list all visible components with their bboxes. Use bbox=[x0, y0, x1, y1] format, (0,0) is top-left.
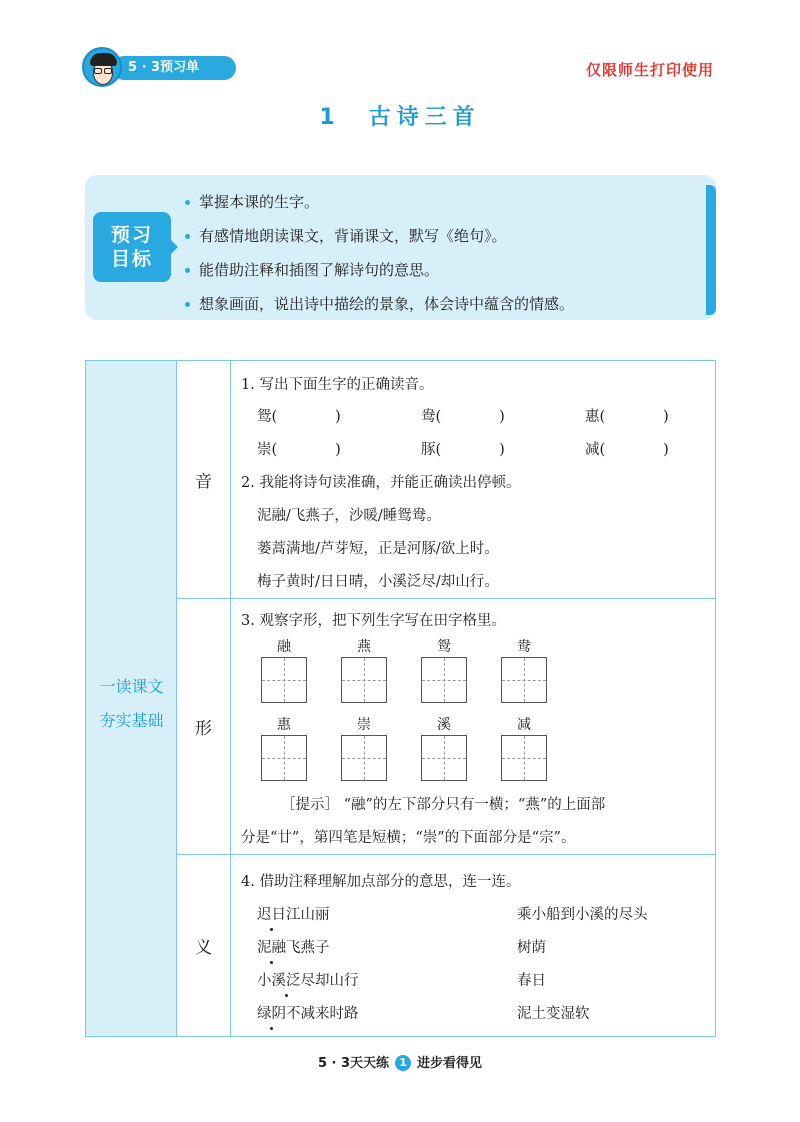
dotted-term: 泥融 bbox=[257, 936, 286, 957]
goals-edge-decoration bbox=[706, 185, 716, 315]
exercise-table bbox=[85, 360, 716, 1037]
match-left-item[interactable]: 小溪泛尽却山行 bbox=[257, 969, 359, 990]
section-shape-label: 形 bbox=[177, 599, 231, 854]
dotted-term: 绿阴 bbox=[257, 1002, 286, 1023]
grid-char: 减 bbox=[517, 717, 531, 733]
question-1: 1. 写出下面生字的正确读音。 bbox=[241, 377, 434, 393]
tianzige-box[interactable] bbox=[341, 735, 387, 781]
tianzige-box[interactable] bbox=[341, 657, 387, 703]
pinyin-blank[interactable]: 惠( ) bbox=[585, 409, 669, 425]
tianzige-box[interactable] bbox=[501, 657, 547, 703]
page-title: 1 古诗三首 bbox=[319, 105, 481, 130]
char-grid-item[interactable] bbox=[341, 715, 387, 781]
poem-line: 梅子黄时/日日晴，小溪泛尽/却山行。 bbox=[257, 574, 499, 590]
pinyin-blank[interactable]: 鸳( ) bbox=[257, 409, 341, 425]
section-meaning-label: 义 bbox=[177, 855, 231, 1036]
mascot-avatar-icon bbox=[82, 47, 122, 87]
grid-char: 燕 bbox=[357, 639, 371, 655]
tianzige-box[interactable] bbox=[501, 735, 547, 781]
pinyin-blank[interactable]: 减( ) bbox=[585, 442, 669, 458]
section-sound bbox=[177, 361, 715, 599]
question-3: 3. 观察字形，把下列生字写在田字格里。 bbox=[241, 613, 506, 629]
tianzige-box[interactable] bbox=[261, 657, 307, 703]
side-column bbox=[86, 361, 177, 1036]
char-grid-item[interactable] bbox=[421, 715, 467, 781]
footer-left: 5 · 3天天练 bbox=[317, 1056, 390, 1071]
grid-char: 融 bbox=[277, 639, 291, 655]
poem-line: 蒌蒿满地/芦芽短，正是河豚/欲上时。 bbox=[257, 541, 499, 557]
question-2: 2. 我能将诗句读准确，并能正确读出停顿。 bbox=[241, 475, 521, 491]
match-right-item[interactable]: 乘小船到小溪的尽头 bbox=[517, 907, 648, 923]
goal-item: 能借助注释和插图了解诗句的意思。 bbox=[185, 253, 574, 287]
char-grid-item[interactable] bbox=[501, 715, 547, 781]
char-grid-item[interactable] bbox=[261, 637, 307, 703]
grid-char: 惠 bbox=[277, 717, 291, 733]
footer-right: 进步看得见 bbox=[417, 1056, 483, 1071]
question-4: 4. 借助注释理解加点部分的意思，连一连。 bbox=[241, 874, 521, 890]
dotted-term: 小溪泛尽 bbox=[257, 969, 315, 990]
match-left-item[interactable]: 泥融飞燕子 bbox=[257, 936, 330, 957]
char-grid-item[interactable] bbox=[421, 637, 467, 703]
grid-char: 崇 bbox=[357, 717, 371, 733]
match-right-item[interactable]: 树荫 bbox=[517, 940, 546, 956]
char-grid-item[interactable] bbox=[501, 637, 547, 703]
match-left-item[interactable]: 绿阴不减来时路 bbox=[257, 1002, 359, 1023]
page-footer bbox=[0, 1052, 800, 1071]
pinyin-blank[interactable]: 崇( ) bbox=[257, 442, 341, 458]
brand-label: 5 · 3预习单 bbox=[112, 56, 236, 80]
goals-badge-line2: 目标 bbox=[110, 248, 153, 270]
section-sound-label: 音 bbox=[177, 361, 231, 598]
print-note: 仅限师生打印使用 bbox=[585, 61, 714, 79]
pinyin-blank[interactable]: 鸯( ) bbox=[421, 409, 505, 425]
page-number-badge: 1 bbox=[395, 1055, 411, 1071]
char-grid-item[interactable] bbox=[341, 637, 387, 703]
pinyin-blank[interactable]: 豚( ) bbox=[421, 442, 505, 458]
poem-line: 泥融/飞燕子，沙暖/睡鸳鸯。 bbox=[257, 508, 441, 524]
dotted-term: 迟日 bbox=[257, 903, 286, 924]
match-left-item[interactable]: 迟日江山丽 bbox=[257, 903, 330, 924]
grid-char: 鸯 bbox=[517, 639, 531, 655]
match-right-item[interactable]: 春日 bbox=[517, 973, 546, 989]
side-label-line1: 一读课文 bbox=[99, 677, 164, 696]
tianzige-box[interactable] bbox=[421, 735, 467, 781]
section-meaning bbox=[177, 855, 715, 1036]
section-shape bbox=[177, 599, 715, 855]
goals-list bbox=[185, 185, 574, 321]
goal-item: 有感情地朗读课文，背诵课文，默写《绝句》。 bbox=[185, 219, 574, 253]
grid-char: 溪 bbox=[437, 717, 451, 733]
goals-badge bbox=[93, 212, 171, 282]
grid-char: 鸳 bbox=[437, 639, 451, 655]
goals-badge-line1: 预习 bbox=[110, 224, 153, 246]
tianzige-box[interactable] bbox=[261, 735, 307, 781]
hint-line: 分是“廿”，第四笔是短横；“崇”的下面部分是“宗”。 bbox=[241, 830, 576, 846]
tianzige-box[interactable] bbox=[421, 657, 467, 703]
hint-line: ［提示］ “融”的左下部分只有一横；“燕”的上面部 bbox=[281, 797, 606, 813]
goals-panel bbox=[85, 175, 716, 320]
goal-item: 想象画面，说出诗中描绘的景象，体会诗中蕴含的情感。 bbox=[185, 287, 574, 321]
char-grid-item[interactable] bbox=[261, 715, 307, 781]
side-label-line2: 夯实基础 bbox=[99, 711, 164, 730]
match-right-item[interactable]: 泥土变湿软 bbox=[517, 1006, 590, 1022]
goal-item: 掌握本课的生字。 bbox=[185, 185, 574, 219]
